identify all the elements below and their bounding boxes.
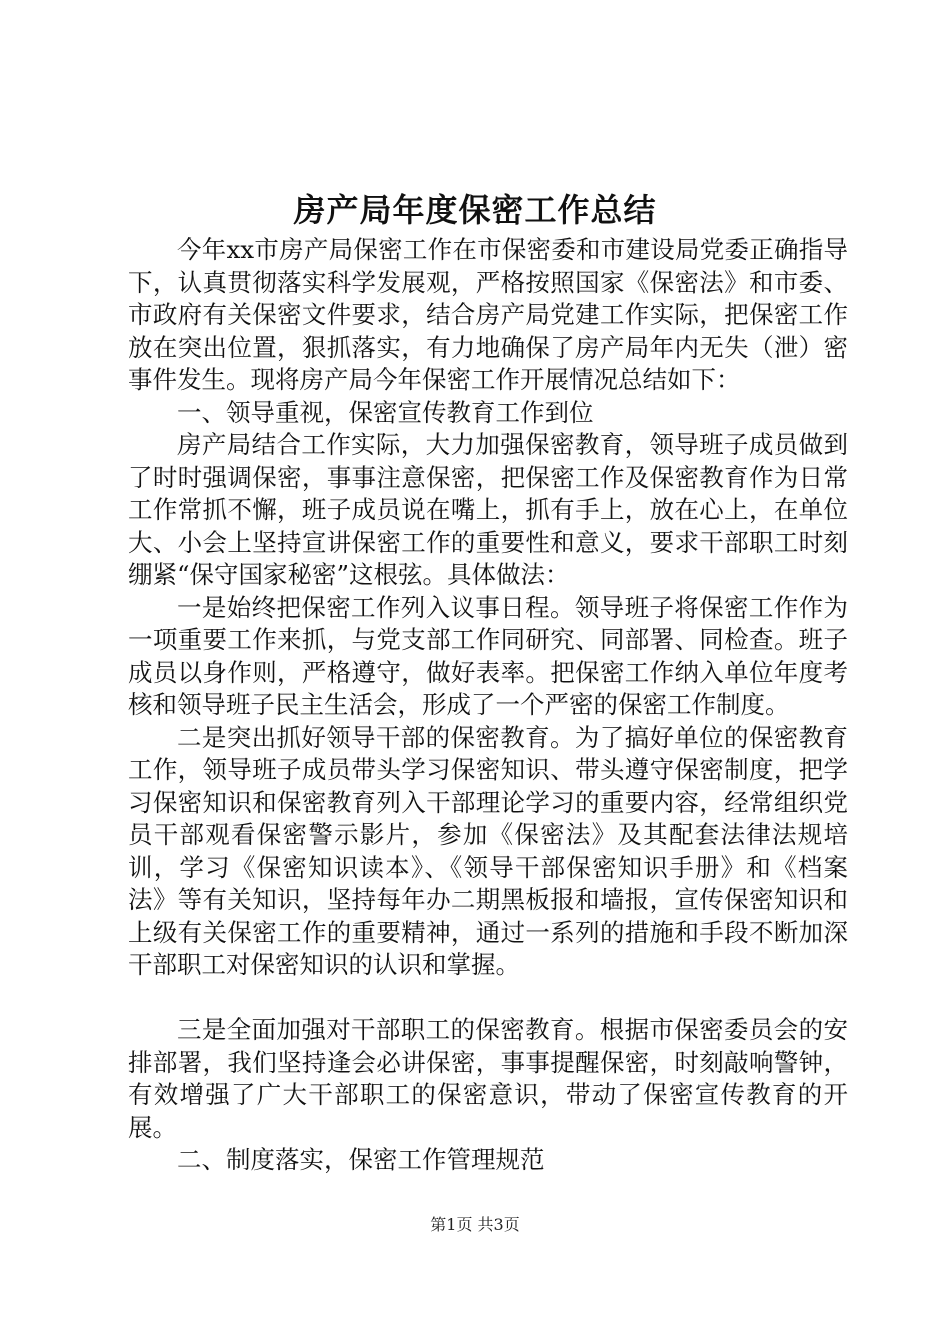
document-title: 房产局年度保密工作总结 bbox=[293, 191, 657, 229]
page-number-footer: 第1页 共3页 bbox=[430, 1215, 520, 1234]
document-body bbox=[128, 234, 848, 1177]
body-paragraph: 房产局结合工作实际，大力加强保密教育，领导班子成员做到了时时强调保密，事事注意保密，把保密工作及保密教育作为日常工作常抓不懈，班子成员说在嘴上，抓有手上，放在心上，在单位大、小会上坚持宣讲保密工作的重要性和意义，要求干部职工时刻绷紧“保守国家秘密”这根弦。具体做法： bbox=[128, 430, 848, 589]
section-heading-1: 一、领导重视，保密宣传教育工作到位 bbox=[177, 397, 594, 427]
intro-paragraph: 今年xx市房产局保密工作在市保密委和市建设局党委正确指导下，认真贯彻落实科学发展观，严格按照国家《保密法》和市委、市政府有关保密文件要求，结合房产局党建工作实际，把保密工作放在突出位置，狠抓落实，有力地确保了房产局年内无失（泄）密事件发生。现将房产局今年保密工作开展情况总结如下： bbox=[128, 235, 848, 394]
body-paragraph: 二是突出抓好领导干部的保密教育。为了搞好单位的保密教育工作，领导班子成员带头学习保密知识、带头遵守保密制度，把学习保密知识和保密教育列入干部理论学习的重要内容，经常组织党员干部观看保密警示影片，参加《保密法》及其配套法律法规培训，学习《保密知识读本》、《领导干部保密知识手册》和《档案法》等有关知识，坚持每年办二期黑板报和墙报，宣传保密知识和上级有关保密工作的重要精神，通过一系列的措施和手段不断加深干部职工对保密知识的认识和掌握。 bbox=[128, 722, 848, 979]
body-paragraph: 三是全面加强对干部职工的保密教育。根据市保密委员会的安排部署，我们坚持逢会必讲保密，事事提醒保密，时刻敲响警钟，有效增强了广大干部职工的保密意识，带动了保密宣传教育的开展。 bbox=[128, 1015, 848, 1142]
section-heading-2: 二、制度落实，保密工作管理规范 bbox=[177, 1145, 545, 1174]
paragraph-spacer bbox=[128, 982, 848, 1015]
body-paragraph: 一是始终把保密工作列入议事日程。领导班子将保密工作作为一项重要工作来抓，与党支部工作同研究、同部署、同检查。班子成员以身作则，严格遵守，做好表率。把保密工作纳入单位年度考核和领导班子民主生活会，形成了一个严密的保密工作制度。 bbox=[128, 592, 848, 719]
